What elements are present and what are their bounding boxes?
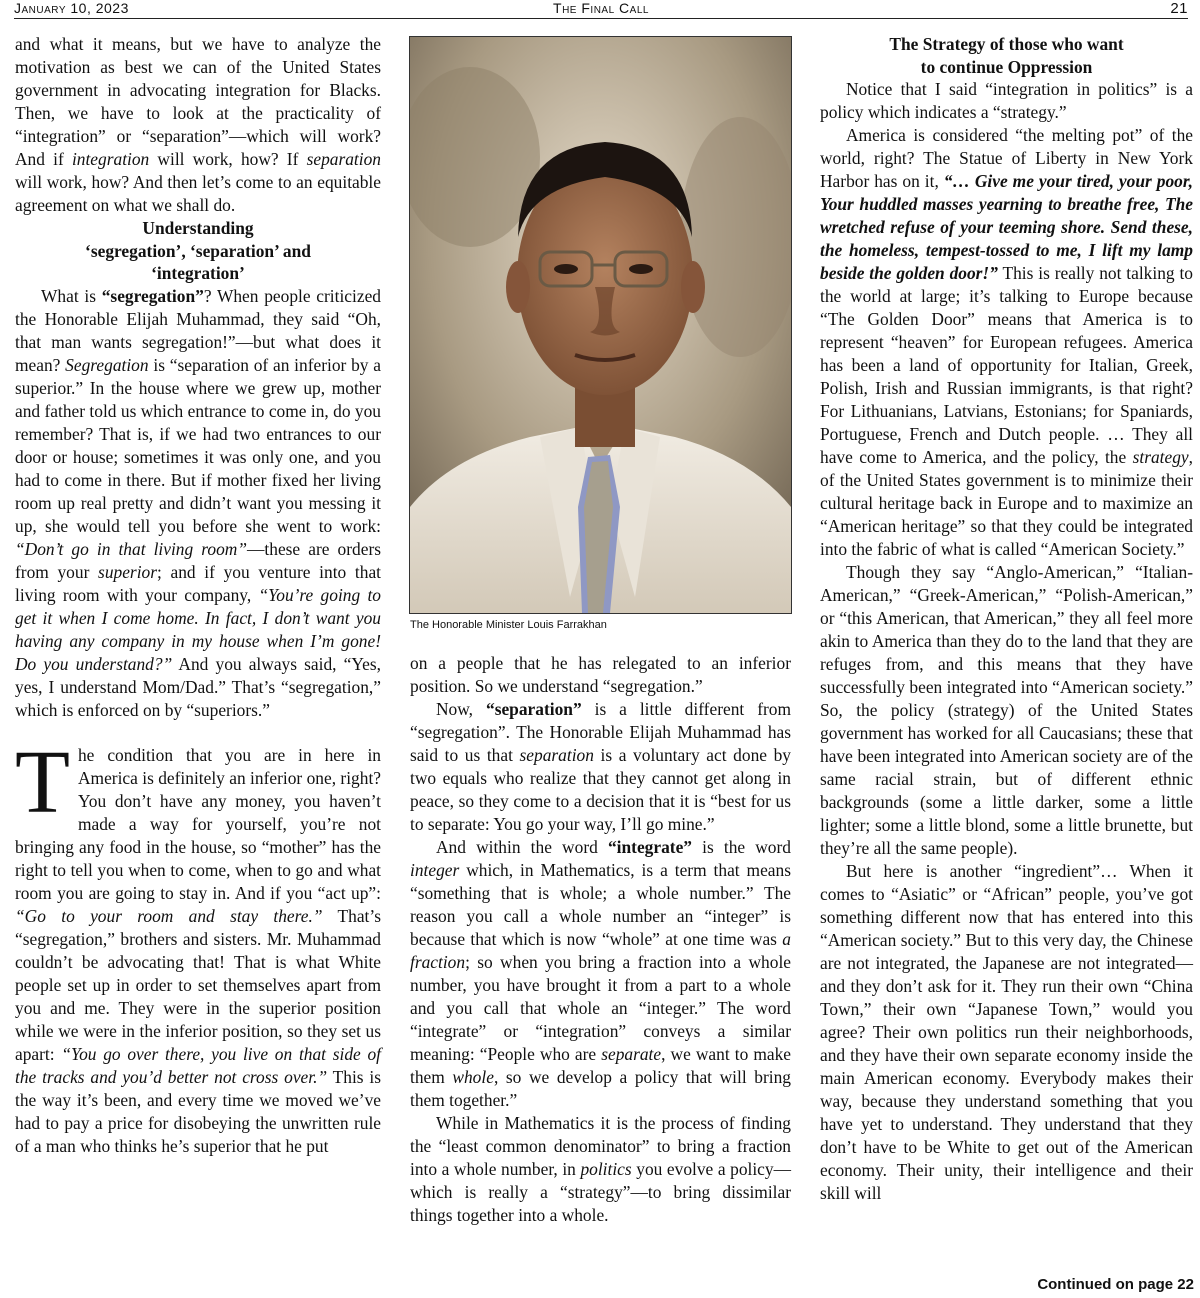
heading-line: ‘segregation’, ‘separation’ and [85,240,311,261]
text-run: This is really not talking to the world at large; it’s talking to Europe because “The Golden Door” means that America is to represent “heaven” for European refugees. America has been a land of opportunity for Italian, Greek, Polish, Irish and Russian immigrants, is that right? For Lithuanians, Latvians, Estonians; for Spaniards, Portuguese, French and Dutch people. … They all have come to America, and the policy, the [820,263,1193,467]
text-run: is “separation of an inferior by a superior.” In the house where we grew up, mother and father told us which entrance to come in, do you remember? That is, if we had two entrances to our door or house; sometimes it was only one, and you had to come in there. But if mother fixed her living room up real pretty and didn’t want you messing it up, she would tell you before she went to work: [15,354,381,536]
article-column-3 [820,33,1193,1205]
text-run: he condition that you are in here in America is definitely an inferior one, right? You don’t have any money, you haven’t made a way for yourself, you’re not bringing any food in the house, so “mother” has the right to tell you when to come, when to go and what room you are going to stay in. And if you “act up”: [15,744,381,903]
paragraph-with-dropcap [15,732,382,1158]
paragraph [15,285,381,722]
publication-name: The Final Call [553,0,649,16]
text-run: “You’re going to get it when I come home. In fact, I don’t want you having any company in my house when I’m gone! Do you understand?” [15,584,381,674]
text-run: “separation” [486,699,582,719]
text-run: That’s “segregation,” brothers and sisters. Mr. Muhammad couldn’t be advocating that! That is what White people set up in order to set themselves apart from you and me. They were in the superior position while we were in the inferior position, so they set us apart: [15,905,381,1064]
text-run: separation [519,745,594,765]
text-run: integer [410,860,460,880]
portrait-photo [409,36,792,614]
text-run: integration [71,149,150,169]
continued-notice: Continued on page 22 [1037,1276,1194,1293]
text-run: on a people that he has relegated to an inferior position. So we understand “segregation.” [410,653,791,696]
article-column-1 [15,33,381,1158]
text-run: a fraction [410,929,791,972]
text-run: Segregation [65,354,149,375]
page-number: 21 [1170,0,1188,17]
page-header [14,0,1188,19]
paragraph [410,836,791,1112]
heading-line: Understanding [142,218,254,238]
section-heading [820,33,1193,78]
text-run: —these are orders from your [15,538,381,582]
text-run: separation [306,149,381,169]
paragraph [820,561,1193,860]
text-run: “integrate” [607,837,692,857]
text-run: you evolve a policy—which is really a “strategy”—to bring dissimilar things together into a whole. [410,1159,791,1225]
text-run: and what it means, but we have to analyze the motivation as best we can of the United States government in advocating integration for Blacks. Then, we have to look at the practicality of “integration” or “separation”—which will work? And if [15,34,381,169]
text-run: will work, how? And then let’s come to an equitable agreement on what we shall do. [15,172,381,215]
text-run: America is considered “the melting pot” of the world, right? The Statue of Liberty in New York Harbor has on it, [820,125,1193,191]
text-run: Though they say “Anglo-American,” “Italian-American,” “Greek-American,” “Polish-American,” or “this American, that American,” they all feel more akin to America than they do to the land that they are refuges from, and this means that they have successfully been integrated into “American society.” So, the policy (strategy) of the United States government has worked for all Caucasians; these that have been integrated into American society are of the same racial strain, but of different ethnic backgrounds (some a little darker, some a little lighter; some a little blond, some a little brunette, but they’re all the same people). [820,562,1193,858]
text-run: , we want to make them [410,1044,791,1087]
heading-line: ‘integration’ [151,263,245,283]
text-run: , of the United States government is to minimize their cultural heritage back in Europe and to maximize an “American heritage” so that they could be integrated into the fabric of what is called “American Society.” [820,447,1193,559]
text-run: whole [452,1067,494,1087]
portrait-illustration [410,37,791,613]
text-run: But here is another “ingredient”… When it comes to “Asiatic” or “African” people, you’ve got something different now that has entered into this “American society.” But to this very day, the Chinese are not integrated, the Japanese are not integrated—and they don’t ask for it. They run their own “China Town,” their own “Japanese Town,” would you agree? Their own politics run their neighborhoods, and they have their own separate economy inside the main American economy. Everybody makes their way, because they understand something that you have yet to understand. They understand that they don’t have to be White to get out of the American economy. Their unity, their intelligence and their skill will [820,861,1193,1203]
paragraph [820,124,1193,561]
paragraph [15,33,381,217]
text-run: is the word [691,837,791,857]
text-run: superior [98,561,157,582]
text-run: “segregation” [101,285,204,306]
heading-line: to continue Oppression [920,56,1093,77]
text-run: Notice that I said “integration in politics” is a policy which indicates a “strategy.” [820,79,1193,122]
paragraph [410,652,791,698]
heading-line: The Strategy of those who want [889,34,1124,54]
text-run: is a voluntary act done by two equals who realize that they cannot get along in peace, so they come to a decision that it is “best for us to separate: You go your way, I’ll go mine.” [410,745,791,834]
text-run: ; so when you bring a fraction into a whole number, you have brought it from a part to a whole and you call that whole an “integer.” The word “integrate” or “integration” conveys a similar meaning: “People who are [410,952,791,1064]
text-run: strategy [1132,447,1189,467]
text-run: which, in Mathematics, is a term that means “something that is whole; a whole number.” The reason you call a whole number an “integer” is because that which is now “whole” at one time was [410,860,791,949]
paragraph [410,698,791,836]
text-run: is a little different from “segregation”. The Honorable Elijah Muhammad has said to us that [410,699,791,765]
text-run: will work, how? If [149,149,307,169]
text-run: separate [601,1044,662,1064]
text-run: , so we develop a policy that will bring them together.” [410,1067,791,1110]
paragraph [820,78,1193,124]
drop-cap: T [15,732,70,832]
text-run: ? When people criticized the Honorable Elijah Muhammad, they said “Oh, that man wants segregation!”—but what does it mean? [15,285,381,375]
section-heading [15,217,381,285]
text-run: What is [41,285,102,306]
text-run: And within the word [436,837,608,857]
article-column-2 [410,652,791,1227]
text-run: ; and if you venture into that living room with your company, [15,561,381,605]
photo-caption: The Honorable Minister Louis Farrakhan [410,619,607,631]
text-run: “Go to your room and stay there.” [15,905,323,926]
paragraph [820,860,1193,1205]
text-run: “Don’t go in that living room” [15,538,248,559]
text-run: politics [580,1159,632,1179]
text-run: “… Give me your tired, your poor, Your huddled masses yearning to breathe free, The wretched refuse of your teeming shore. Send these, the homeless, tempest-tossed to me, I lift my lamp beside the golden door!” [820,171,1193,283]
text-run: While in Mathematics it is the process of finding the “least common denominator” to bring a fraction into a whole number, in [410,1113,791,1179]
text-run: This is the way it’s been, and every time we moved we’ve had to pay a price for disobeying the unwritten rule of a man who thinks he’s superior that he put [15,1066,381,1156]
text-run: Now, [436,699,486,719]
issue-date: January 10, 2023 [14,0,129,16]
text-run: “You go over there, you live on that side of the tracks and you’d better not cross over.” [15,1043,382,1087]
text-run: And you always said, “Yes, yes, I understand Mom/Dad.” That’s “segregation,” which is enforced on by “superiors.” [15,653,381,720]
paragraph [410,1112,791,1227]
